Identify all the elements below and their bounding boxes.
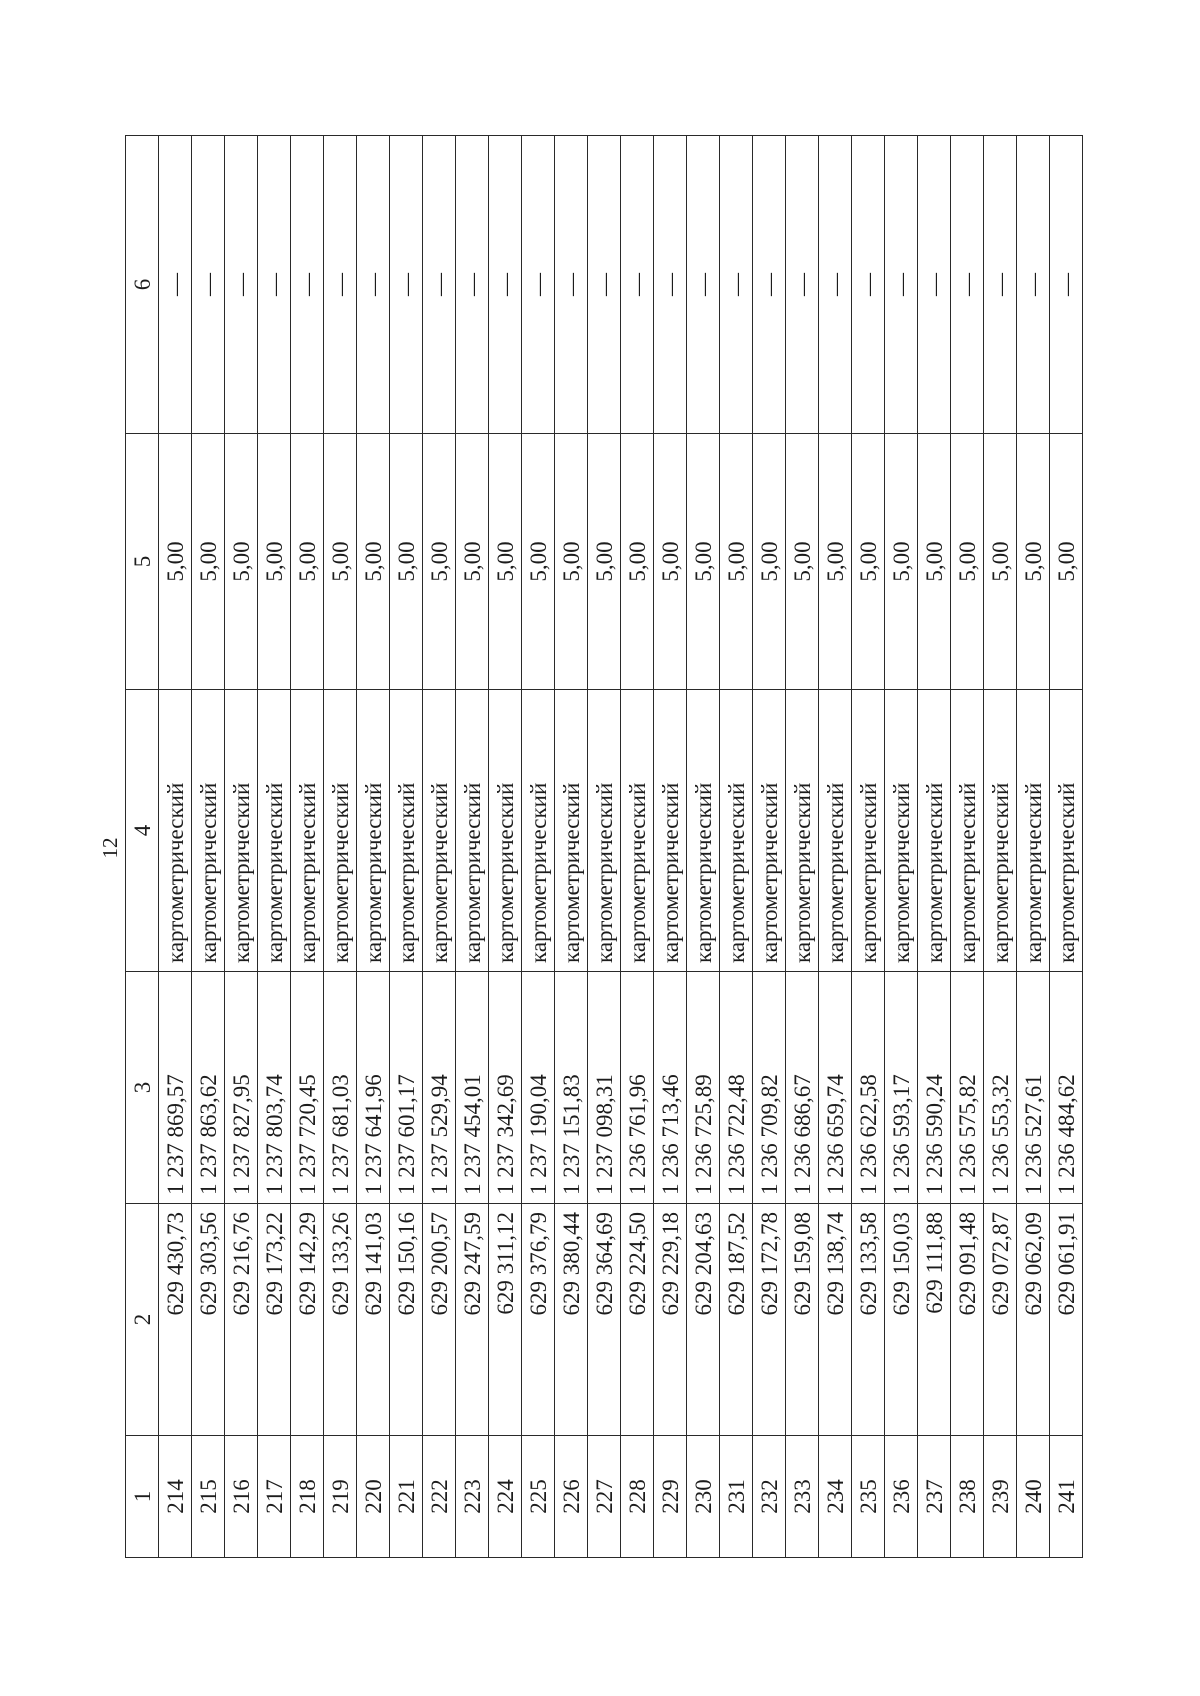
accuracy-cell: 5,00	[621, 434, 654, 690]
accuracy-cell: 5,00	[687, 434, 720, 690]
table-row	[1050, 136, 1083, 1558]
coordinate-y-cell: 1 236 484,62	[1050, 972, 1083, 1204]
table-row	[852, 136, 885, 1558]
accuracy-cell: 5,00	[852, 434, 885, 690]
table-row	[753, 136, 786, 1558]
table-row	[819, 136, 852, 1558]
method-cell: картометрический	[258, 690, 291, 972]
coordinate-x-cell: 629 142,29	[291, 1204, 324, 1436]
coordinate-y-cell: 1 237 454,01	[456, 972, 489, 1204]
point-number-cell: 238	[951, 1436, 984, 1558]
accuracy-cell: 5,00	[192, 434, 225, 690]
column-header-3: 3	[126, 972, 159, 1204]
method-cell: картометрический	[423, 690, 456, 972]
table-row	[225, 136, 258, 1558]
coordinate-x-cell: 629 133,26	[324, 1204, 357, 1436]
table-row	[159, 136, 192, 1558]
coordinate-y-cell: 1 236 593,17	[885, 972, 918, 1204]
coordinate-y-cell: 1 236 590,24	[918, 972, 951, 1204]
accuracy-cell: 5,00	[918, 434, 951, 690]
accuracy-cell: 5,00	[984, 434, 1017, 690]
point-number-cell: 236	[885, 1436, 918, 1558]
description-cell: —	[621, 136, 654, 434]
point-number-cell: 225	[522, 1436, 555, 1558]
coordinate-x-cell: 629 062,09	[1017, 1204, 1050, 1436]
column-header-2: 2	[126, 1204, 159, 1436]
description-cell: —	[192, 136, 225, 434]
accuracy-cell: 5,00	[258, 434, 291, 690]
method-cell: картометрический	[720, 690, 753, 972]
table-header-row	[126, 136, 159, 1558]
method-cell: картометрический	[357, 690, 390, 972]
coordinate-y-cell: 1 237 720,45	[291, 972, 324, 1204]
page-number: 12	[98, 837, 122, 859]
column-header-1: 1	[126, 1436, 159, 1558]
column-header-4: 4	[126, 690, 159, 972]
coordinates-table	[125, 135, 1083, 1558]
description-cell: —	[654, 136, 687, 434]
coordinate-x-cell: 629 224,50	[621, 1204, 654, 1436]
accuracy-cell: 5,00	[522, 434, 555, 690]
point-number-cell: 232	[753, 1436, 786, 1558]
table-row	[423, 136, 456, 1558]
coordinate-y-cell: 1 236 713,46	[654, 972, 687, 1204]
coordinate-y-cell: 1 237 863,62	[192, 972, 225, 1204]
point-number-cell: 219	[324, 1436, 357, 1558]
method-cell: картометрический	[1050, 690, 1083, 972]
description-cell: —	[984, 136, 1017, 434]
method-cell: картометрический	[852, 690, 885, 972]
coordinate-x-cell: 629 141,03	[357, 1204, 390, 1436]
coordinate-y-cell: 1 237 869,57	[159, 972, 192, 1204]
accuracy-cell: 5,00	[1050, 434, 1083, 690]
method-cell: картометрический	[588, 690, 621, 972]
description-cell: —	[423, 136, 456, 434]
point-number-cell: 234	[819, 1436, 852, 1558]
table-row	[489, 136, 522, 1558]
coordinate-y-cell: 1 236 527,61	[1017, 972, 1050, 1204]
table-row	[687, 136, 720, 1558]
coordinate-x-cell: 629 376,79	[522, 1204, 555, 1436]
method-cell: картометрический	[984, 690, 1017, 972]
point-number-cell: 220	[357, 1436, 390, 1558]
table-row	[1017, 136, 1050, 1558]
point-number-cell: 237	[918, 1436, 951, 1558]
accuracy-cell: 5,00	[951, 434, 984, 690]
column-header-5: 5	[126, 434, 159, 690]
coordinate-y-cell: 1 236 709,82	[753, 972, 786, 1204]
table-row	[621, 136, 654, 1558]
coordinate-y-cell: 1 236 725,89	[687, 972, 720, 1204]
point-number-cell: 239	[984, 1436, 1017, 1558]
point-number-cell: 241	[1050, 1436, 1083, 1558]
coordinate-x-cell: 629 303,56	[192, 1204, 225, 1436]
coordinate-y-cell: 1 236 722,48	[720, 972, 753, 1204]
method-cell: картометрический	[621, 690, 654, 972]
accuracy-cell: 5,00	[357, 434, 390, 690]
coordinate-x-cell: 629 311,12	[489, 1204, 522, 1436]
description-cell: —	[753, 136, 786, 434]
description-cell: —	[324, 136, 357, 434]
coordinate-x-cell: 629 173,22	[258, 1204, 291, 1436]
table-row	[390, 136, 423, 1558]
point-number-cell: 215	[192, 1436, 225, 1558]
method-cell: картометрический	[324, 690, 357, 972]
coordinate-x-cell: 629 430,73	[159, 1204, 192, 1436]
table-row	[951, 136, 984, 1558]
point-number-cell: 226	[555, 1436, 588, 1558]
description-cell: —	[687, 136, 720, 434]
description-cell: —	[1050, 136, 1083, 434]
description-cell: —	[588, 136, 621, 434]
coordinate-x-cell: 629 133,58	[852, 1204, 885, 1436]
accuracy-cell: 5,00	[225, 434, 258, 690]
coordinate-y-cell: 1 236 622,58	[852, 972, 885, 1204]
table-row	[357, 136, 390, 1558]
coordinate-x-cell: 629 150,03	[885, 1204, 918, 1436]
accuracy-cell: 5,00	[489, 434, 522, 690]
coordinate-x-cell: 629 159,08	[786, 1204, 819, 1436]
coordinate-y-cell: 1 237 601,17	[390, 972, 423, 1204]
table-row	[918, 136, 951, 1558]
method-cell: картометрический	[654, 690, 687, 972]
coordinate-x-cell: 629 172,78	[753, 1204, 786, 1436]
description-cell: —	[852, 136, 885, 434]
description-cell: —	[522, 136, 555, 434]
point-number-cell: 229	[654, 1436, 687, 1558]
coordinate-y-cell: 1 237 342,69	[489, 972, 522, 1204]
table-row	[885, 136, 918, 1558]
method-cell: картометрический	[192, 690, 225, 972]
point-number-cell: 227	[588, 1436, 621, 1558]
point-number-cell: 228	[621, 1436, 654, 1558]
coordinate-y-cell: 1 237 151,83	[555, 972, 588, 1204]
accuracy-cell: 5,00	[753, 434, 786, 690]
coordinate-y-cell: 1 236 575,82	[951, 972, 984, 1204]
point-number-cell: 235	[852, 1436, 885, 1558]
description-cell: —	[390, 136, 423, 434]
point-number-cell: 214	[159, 1436, 192, 1558]
coordinate-y-cell: 1 237 641,96	[357, 972, 390, 1204]
coordinate-x-cell: 629 091,48	[951, 1204, 984, 1436]
method-cell: картометрический	[885, 690, 918, 972]
coordinate-y-cell: 1 237 529,94	[423, 972, 456, 1204]
coordinate-y-cell: 1 237 827,95	[225, 972, 258, 1204]
coordinate-x-cell: 629 072,87	[984, 1204, 1017, 1436]
accuracy-cell: 5,00	[390, 434, 423, 690]
description-cell: —	[786, 136, 819, 434]
description-cell: —	[489, 136, 522, 434]
accuracy-cell: 5,00	[720, 434, 753, 690]
coordinate-y-cell: 1 237 681,03	[324, 972, 357, 1204]
method-cell: картометрический	[687, 690, 720, 972]
description-cell: —	[819, 136, 852, 434]
point-number-cell: 230	[687, 1436, 720, 1558]
description-cell: —	[1017, 136, 1050, 434]
point-number-cell: 218	[291, 1436, 324, 1558]
method-cell: картометрический	[918, 690, 951, 972]
table-row	[324, 136, 357, 1558]
method-cell: картометрический	[1017, 690, 1050, 972]
accuracy-cell: 5,00	[819, 434, 852, 690]
description-cell: —	[555, 136, 588, 434]
accuracy-cell: 5,00	[786, 434, 819, 690]
coordinate-x-cell: 629 111,88	[918, 1204, 951, 1436]
column-header-6: 6	[126, 136, 159, 434]
coordinate-x-cell: 629 380,44	[555, 1204, 588, 1436]
accuracy-cell: 5,00	[423, 434, 456, 690]
coordinate-x-cell: 629 138,74	[819, 1204, 852, 1436]
description-cell: —	[720, 136, 753, 434]
description-cell: —	[951, 136, 984, 434]
table-row	[555, 136, 588, 1558]
coordinates-table-container	[125, 136, 1079, 1558]
table-row	[192, 136, 225, 1558]
table-row	[258, 136, 291, 1558]
table-row	[588, 136, 621, 1558]
coordinate-y-cell: 1 236 659,74	[819, 972, 852, 1204]
point-number-cell: 233	[786, 1436, 819, 1558]
method-cell: картометрический	[489, 690, 522, 972]
point-number-cell: 217	[258, 1436, 291, 1558]
table-row	[786, 136, 819, 1558]
coordinate-x-cell: 629 364,69	[588, 1204, 621, 1436]
coordinate-y-cell: 1 237 803,74	[258, 972, 291, 1204]
description-cell: —	[918, 136, 951, 434]
description-cell: —	[456, 136, 489, 434]
coordinate-y-cell: 1 237 098,31	[588, 972, 621, 1204]
point-number-cell: 222	[423, 1436, 456, 1558]
accuracy-cell: 5,00	[588, 434, 621, 690]
method-cell: картометрический	[456, 690, 489, 972]
accuracy-cell: 5,00	[885, 434, 918, 690]
accuracy-cell: 5,00	[324, 434, 357, 690]
coordinate-y-cell: 1 237 190,04	[522, 972, 555, 1204]
method-cell: картометрический	[159, 690, 192, 972]
method-cell: картометрический	[819, 690, 852, 972]
description-cell: —	[291, 136, 324, 434]
table-row	[654, 136, 687, 1558]
coordinate-x-cell: 629 204,63	[687, 1204, 720, 1436]
table-row	[720, 136, 753, 1558]
description-cell: —	[258, 136, 291, 434]
coordinate-x-cell: 629 187,52	[720, 1204, 753, 1436]
coordinate-x-cell: 629 200,57	[423, 1204, 456, 1436]
coordinate-y-cell: 1 236 553,32	[984, 972, 1017, 1204]
method-cell: картометрический	[786, 690, 819, 972]
table-row	[984, 136, 1017, 1558]
coordinate-x-cell: 629 061,91	[1050, 1204, 1083, 1436]
accuracy-cell: 5,00	[654, 434, 687, 690]
point-number-cell: 216	[225, 1436, 258, 1558]
method-cell: картометрический	[291, 690, 324, 972]
accuracy-cell: 5,00	[456, 434, 489, 690]
method-cell: картометрический	[555, 690, 588, 972]
table-row	[291, 136, 324, 1558]
coordinate-y-cell: 1 236 761,96	[621, 972, 654, 1204]
coordinate-x-cell: 629 247,59	[456, 1204, 489, 1436]
table-row	[456, 136, 489, 1558]
coordinate-x-cell: 629 229,18	[654, 1204, 687, 1436]
point-number-cell: 231	[720, 1436, 753, 1558]
point-number-cell: 223	[456, 1436, 489, 1558]
table-row	[522, 136, 555, 1558]
method-cell: картометрический	[753, 690, 786, 972]
coordinate-x-cell: 629 150,16	[390, 1204, 423, 1436]
method-cell: картометрический	[225, 690, 258, 972]
description-cell: —	[885, 136, 918, 434]
coordinate-y-cell: 1 236 686,67	[786, 972, 819, 1204]
description-cell: —	[159, 136, 192, 434]
accuracy-cell: 5,00	[159, 434, 192, 690]
method-cell: картометрический	[390, 690, 423, 972]
method-cell: картометрический	[522, 690, 555, 972]
coordinate-x-cell: 629 216,76	[225, 1204, 258, 1436]
point-number-cell: 221	[390, 1436, 423, 1558]
accuracy-cell: 5,00	[1017, 434, 1050, 690]
method-cell: картометрический	[951, 690, 984, 972]
description-cell: —	[225, 136, 258, 434]
point-number-cell: 240	[1017, 1436, 1050, 1558]
accuracy-cell: 5,00	[291, 434, 324, 690]
description-cell: —	[357, 136, 390, 434]
point-number-cell: 224	[489, 1436, 522, 1558]
accuracy-cell: 5,00	[555, 434, 588, 690]
